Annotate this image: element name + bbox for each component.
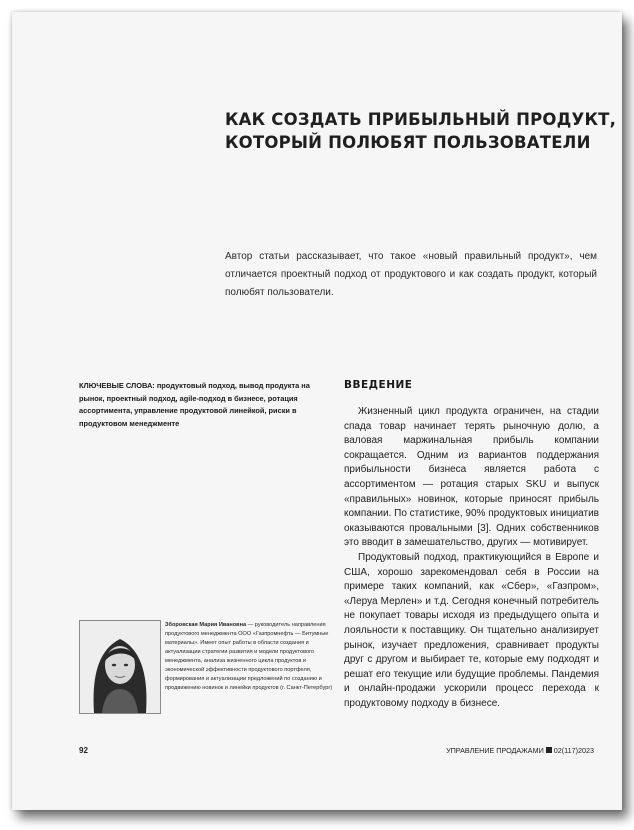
author-portrait-icon — [80, 621, 160, 713]
square-separator-icon — [546, 747, 552, 753]
body-paragraph-2: Продуктовый подход, практикующийся в Европе и США, хорошо зарекомендовал себя в России на примере таких компаний, как «Сбер», «Газпром», «Леруа Мерлен» и т.д. Сегодня конечный потребитель не покупает товары исходя из предыдущего опыта и лояльности к поставщику. Он тщательно анализирует рынок, изучает предложения, сравнивает продукты друг с другом и выбирает те, которые ему подходят и решат его текущие или будущие проблемы. Пандемия и онлайн-продажи ускорили процесс перехода к продуктовому подходу в бизнесе. — [344, 551, 599, 709]
body-paragraph-1: Жизненный цикл продукта ограничен, на стадии спада товар начинает терять рыночную долю, а валовая маржинальная прибыль компании сокращается. Одним из вариантов поддержания прибыльности бизнеса является работа с ассортиментом — ротация старых SKU и выпуск «правильных» новинок, которые приносят прибыль компании. По статистике, 90% продуктовых инициатив оказываются провальными [3]. Одних собственников это вводит в замешательство, других — мотивирует. — [344, 406, 599, 549]
section-heading: ВВЕДЕНИЕ — [344, 379, 413, 391]
author-description: — руководитель направления продуктового менеджмента ООО «Газпромнефть — Битумные материалы». Имеет опыт работы в области создания и актуализации стратегии развития и модели продуктового менеджмента, анализа жизненного цикла продуктов и экономической эффективности продуктового портфеля, формирования и актуализации предложений по созданию и продвижению новинок и линейки продуктов (г. Санкт-Петербург) — [165, 622, 333, 691]
article-abstract: Автор статьи рассказывает, что такое «новый правильный продукт», чем отличается проектный подход от продуктового и как создать продукт, который полюбят пользователи. — [225, 251, 597, 298]
article-title — [225, 108, 615, 154]
journal-footer — [446, 746, 594, 755]
keywords-text: продуктовый подход, вывод продукта на рынок, проектный подход, agile-подход в бизнесе, ротация ассортимента, управление продуктовой линейкой, риски в продуктовом менеджменте — [79, 381, 310, 428]
journal-issue: 02(117)2023 — [553, 746, 594, 755]
keywords-block — [79, 380, 329, 430]
author-bio — [165, 621, 333, 693]
journal-page — [12, 12, 622, 810]
author-name: Зборовская Мария Ивановна — [165, 622, 247, 628]
page-number: 92 — [79, 746, 88, 755]
keywords-label: КЛЮЧЕВЫЕ СЛОВА: — [79, 381, 155, 390]
title-line-1: КАК СОЗДАТЬ ПРИБЫЛЬНЫЙ ПРОДУКТ, — [225, 110, 617, 129]
author-photo — [79, 620, 161, 714]
journal-name: УПРАВЛЕНИЕ ПРОДАЖАМИ — [446, 746, 544, 755]
article-body — [344, 405, 599, 711]
title-line-2: КОТОРЫЙ ПОЛЮБЯТ ПОЛЬЗОВАТЕЛИ — [225, 133, 591, 152]
